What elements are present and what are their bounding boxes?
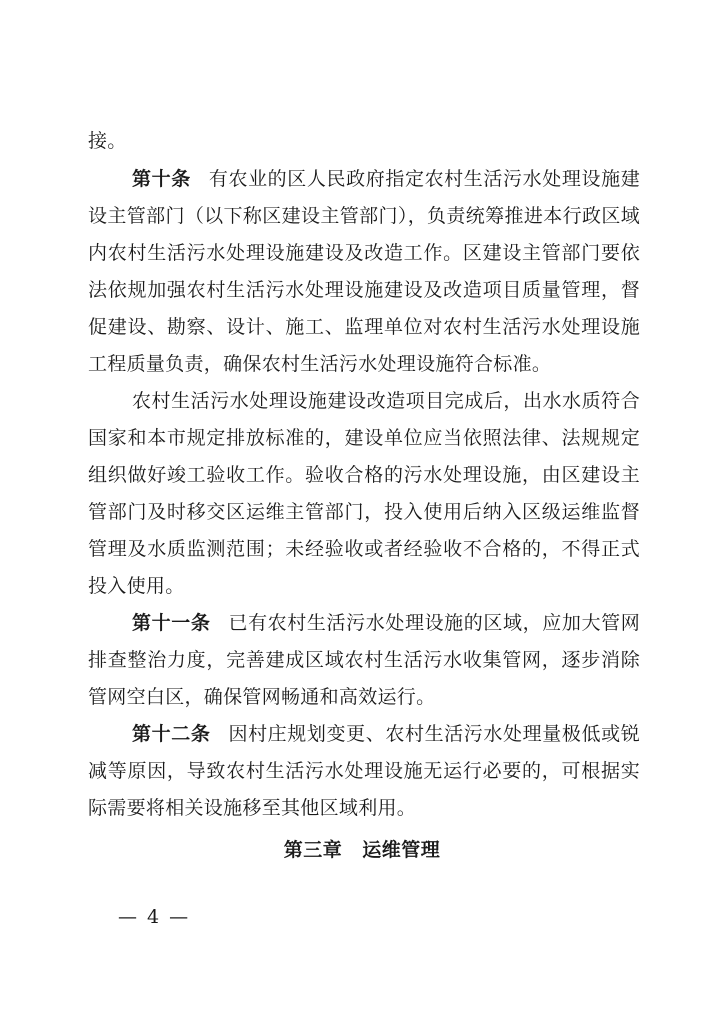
article-10-line-1 [132, 162, 640, 196]
article-10-line-6: 工程质量负责，确保农村生活污水处理设施符合标准。 [88, 353, 552, 375]
paragraph-2-line-4: 管部门及时移交区运维主管部门，投入使用后纳入区级运维监督 [88, 501, 640, 523]
article-11-text-1: 已有农村生活污水处理设施的区域，应加大管网 [228, 612, 640, 634]
article-11-label: 第十一条 [132, 612, 211, 634]
chapter-title: 运维管理 [362, 839, 441, 861]
article-11-line-2: 排查整治力度，完善建成区域农村生活污水收集管网，逐步消除 [88, 649, 640, 671]
paragraph-2-line-2: 国家和本市规定排放标准的，建设单位应当依照法律、法规规定 [88, 427, 640, 449]
article-10-line-2: 设主管部门（以下称区建设主管部门），负责统筹推进本行政区域 [88, 205, 640, 227]
article-10-line-4: 法依规加强农村生活污水处理设施建设及改造项目质量管理，督 [88, 279, 640, 301]
paragraph-2-line-5: 管理及水质监测范围；未经验收或者经验收不合格的，不得正式 [88, 538, 640, 560]
article-12-text-1: 因村庄规划变更、农村生活污水处理量极低或锐 [228, 723, 640, 745]
article-11-line-1 [132, 606, 640, 640]
article-10-line-3: 内农村生活污水处理设施建设及改造工作。区建设主管部门要依 [88, 242, 640, 264]
chapter-number: 第三章 [283, 839, 343, 861]
page-number: — 4 — [118, 906, 191, 928]
paragraph-2-line-6: 投入使用。 [88, 575, 185, 597]
article-12-line-2: 减等原因，导致农村生活污水处理设施无运行必要的，可根据实 [88, 760, 640, 782]
article-12-line-3: 际需要将相关设施移至其他区域利用。 [88, 797, 417, 819]
paragraph-2-line-1: 农村生活污水处理设施建设改造项目完成后，出水水质符合 [132, 390, 640, 412]
article-11-line-3: 管网空白区，确保管网畅通和高效运行。 [88, 686, 436, 708]
article-12-line-1 [132, 717, 640, 751]
article-10-text-1: 有农业的区人民政府指定农村生活污水处理设施建 [208, 168, 640, 190]
chapter-heading [0, 832, 724, 868]
article-10-label: 第十条 [132, 168, 191, 190]
article-10-line-5: 促建设、勘察、设计、施工、监理单位对农村生活污水处理设施 [88, 316, 640, 338]
paragraph-continuation-line: 接。 [88, 130, 127, 152]
article-12-label: 第十二条 [132, 723, 211, 745]
paragraph-2-line-3: 组织做好竣工验收工作。验收合格的污水处理设施，由区建设主 [88, 464, 640, 486]
